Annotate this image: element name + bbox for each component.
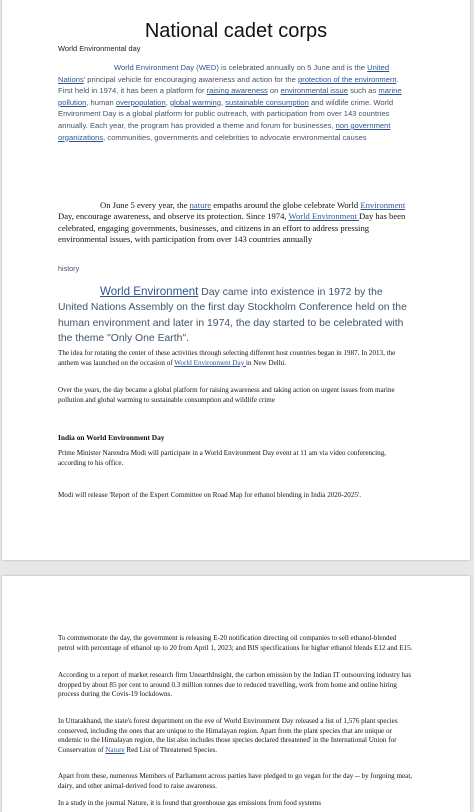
link-united-nations[interactable]: United Nations (58, 63, 390, 84)
paragraph-nature-study: In a study in the journal Nature, it is found that greenhouse gas emissions from food systems (58, 799, 322, 807)
history-paragraph: World Environment Day came into existence in 1972 by the United Nations Assembly on the first day Stockholm Conference held on the human environment and later in 1974, the day started to be celebrated with the theme "Only One Earth". (58, 285, 407, 345)
heading-india: India on World Environment Day (58, 433, 165, 442)
link-marine-pollution[interactable]: marine pollution (58, 86, 402, 107)
paragraph-vegan: Apart from these, numerous Members of Parliament across parties have pledged to go vegan for the day -- by forgoing meat, dairy, and other animal-derived food to raise awareness. (58, 772, 413, 790)
link-environment[interactable]: Environment (360, 200, 406, 210)
paragraph-uttarakhand: In Uttarakhand, the state's forest department on the eve of World Environment Day released a list of 1,576 plant species conserved, including the ones that are unique to the Himalayan region. Apart from the plant species that are unique or endemic to the Himalayan region, the list also includes those species declared threatened' in the International Union for Conservation of Nature Red List of Threatened Species. (58, 717, 398, 754)
link-ngo[interactable]: non government organizations (58, 120, 391, 142)
paragraph-modi-event: Prime Minister Narendra Modi will participate in a World Environment Day event at 11 am via video conferencing, according to his office. (58, 449, 387, 467)
link-global-warming[interactable]: global warming (169, 97, 221, 107)
intro-paragraph: World Environment Day (WED) is celebrated annually on 5 June and is the United Nations' principal vehicle for encouraging awareness and action for the protection of the environment. First held in 1974, it has been a platform for raising awareness on environmental issue such as marine pollution, human overpopulation, global warming, sustainable consumption and wildlife crime. World Environment Day is a global platform for public outreach, with participation from over 143 countries annually. Each year, the program has provided a theme and forum for businesses, non government organizations, communities, governments and celebrities to advocate environmental causes (58, 63, 402, 142)
link-world-environment-day[interactable]: World Environment Day (174, 358, 247, 367)
link-world-environment-heading[interactable]: World Environment (100, 285, 199, 298)
link-nature[interactable]: nature (189, 200, 212, 210)
link-world-environment[interactable]: World Environment (288, 211, 359, 222)
link-overpopulation[interactable]: overpopulation (115, 97, 166, 107)
page-subtitle: World Environmental day (58, 44, 141, 53)
paragraph-modi-report: Modi will release 'Report of the Expert Committee on Road Map for ethanol blending in India 2020-2025'. (58, 491, 361, 499)
page-title: National cadet corps (144, 20, 328, 42)
link-environmental-issue[interactable]: environmental issue (280, 86, 349, 96)
link-sustainable-consumption[interactable]: sustainable consumption (225, 97, 309, 107)
link-nature-iucn[interactable]: Nature (105, 745, 125, 754)
link-protection-of-environment[interactable]: protection of the environment (297, 74, 397, 84)
document-page-2 (2, 576, 470, 812)
document-page-1 (2, 0, 470, 560)
paragraph-e20: To commemorate the day, the government is releasing E-20 notification directing oil companies to sell ethanol-blended petrol with percentage of ethanol up to 20 from April 1, 2023; and BIS specifications for higher ethanol blends E12 and E15. (58, 634, 413, 652)
paragraph-host-countries: The idea for rotating the center of these activities through selecting different host countries began in 1987. In 2013, the anthem was launched on the occasion of World Environment Day in New Delhi. (58, 349, 396, 367)
paragraph-june-5: On June 5 every year, the nature empaths around the globe celebrate World Environment Day, encourage awareness, and observe its protection. Since 1974, World Environment Day has been celebrated, engaging governments, businesses, and citizens in an effort to address pressing environmental issues, with participation from over 143 countries annually (58, 200, 406, 245)
link-raising-awareness[interactable]: raising awareness (206, 86, 268, 96)
paragraph-over-the-years: Over the years, the day became a global platform for raising awareness and taking action on urgent issues from marine pollution and global warming to sustainable consumption and wildlife crime (58, 386, 395, 404)
paragraph-unearthinsight: According to a report of market research firm UnearthInsight, the carbon emission by the Indian IT outsourcing industry has dropped by about 85 per cent to around 0.3 million tonnes due to reduced travelling, work from home and online hiring process during the Covis-19 lockdowns. (58, 671, 412, 699)
history-label: history (58, 264, 80, 273)
